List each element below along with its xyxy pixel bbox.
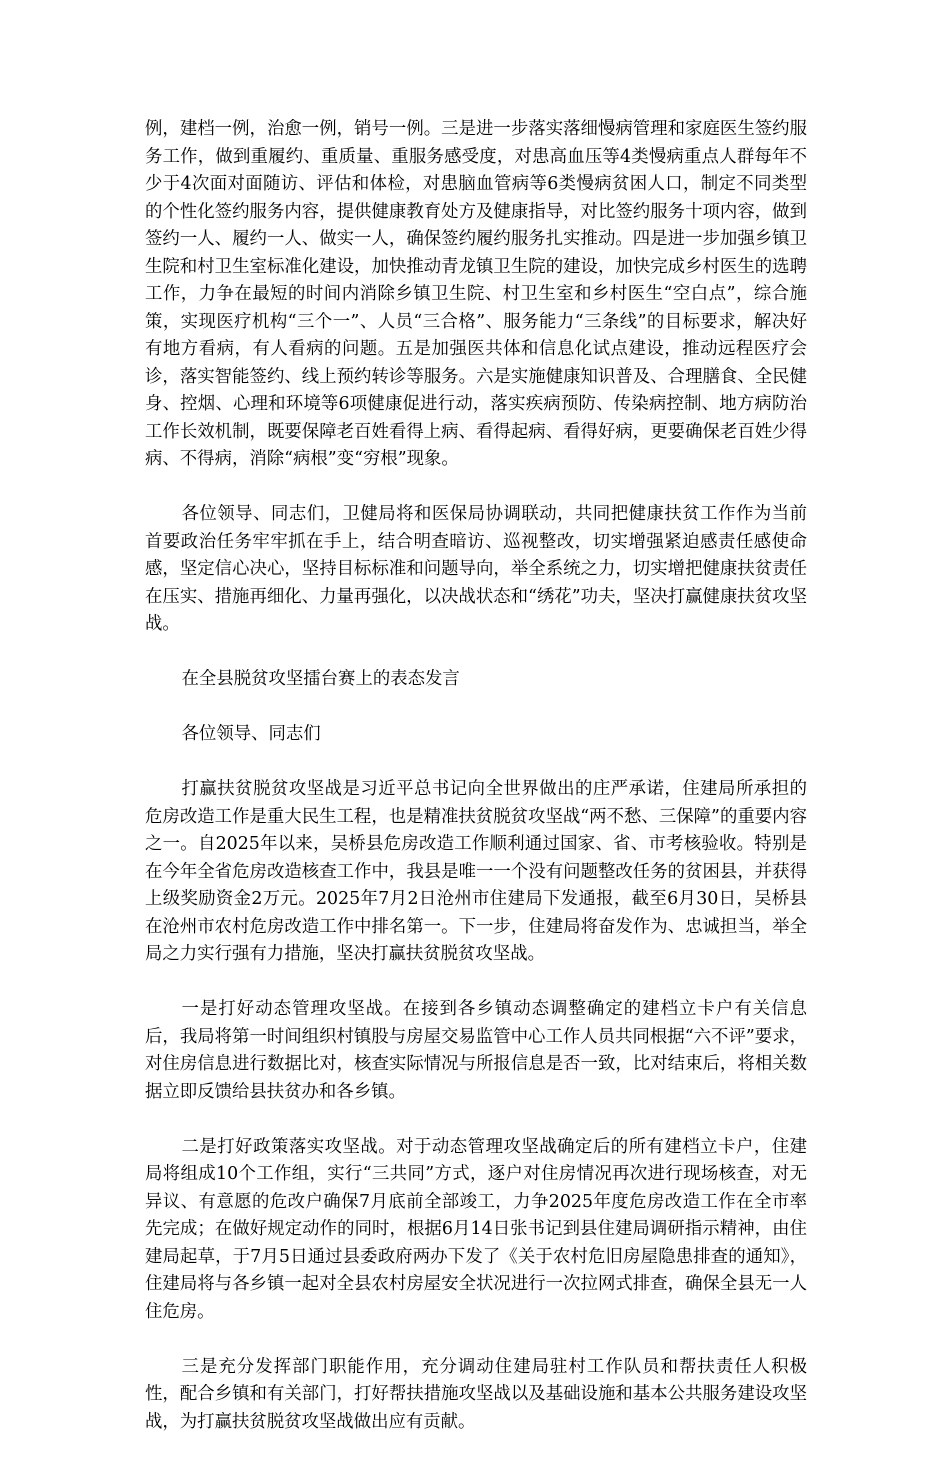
paragraph-closing-remarks: 各位领导、同志们，卫健局将和医保局协调联动，共同把健康扶贫工作作为当前首要政治任务牢牢抓在手上，结合明查暗访、巡视整改，切实增强紧迫感责任感使命感，坚定信心决心，坚持目标标准和问题导向，举全系统之力，切实增把健康扶贫责任在压实、措施再细化、力量再强化，以决战状态和“绣花”功夫，坚决打赢健康扶贫攻坚战。 [145,504,807,634]
speech-title: 在全县脱贫攻坚擂台赛上的表态发言 [181,669,460,689]
paragraph-point-one: 一是打好动态管理攻坚战。在接到各乡镇动态调整确定的建档立卡户有关信息后，我局将第一时间组织村镇股与房屋交易监管中心工作人员共同根据“六不评”要求，对住房信息进行数据比对，核查实际情况与所报信息是否一致，比对结束后，将相关数据立即反馈给县扶贫办和各乡镇。 [145,999,807,1102]
salutation: 各位领导、同志们 [181,724,321,744]
document-page [145,116,807,1464]
paragraph-continuation: 例，建档一例，治愈一例，销号一例。三是进一步落实落细慢病管理和家庭医生签约服务工作，做到重履约、重质量、重服务感受度，对患高血压等4类慢病重点人群每年不少于4次面对面随访、评估和体检，对患脑血管病等6类慢病贫困人口，制定不同类型的个性化签约服务内容，提供健康教育处方及健康指导，对比签约服务十项内容，做到签约一人、履约一人、做实一人，确保签约履约服务扎实推动。四是进一步加强乡镇卫生院和村卫生室标准化建设，加快推动青龙镇卫生院的建设，加快完成乡村医生的选聘工作，力争在最短的时间内消除乡镇卫生院、村卫生室和乡村医生“空白点”，综合施策，实现医疗机构“三个一”、人员“三合格”、服务能力“三条线”的目标要求，解决好有地方看病，有人看病的问题。五是加强医共体和信息化试点建设，推动远程医疗会诊，落实智能签约、线上预约转诊等服务。六是实施健康知识普及、合理膳食、全民健身、控烟、心理和环境等6项健康促进行动，落实疾病预防、传染病控制、地方病防治工作长效机制，既要保障老百姓看得上病、看得起病、看得好病，更要确保老百姓少得病、不得病，消除“病根”变“穷根”现象。 [145,119,807,469]
paragraph-point-three: 三是充分发挥部门职能作用，充分调动住建局驻村工作队员和帮扶责任人积极性，配合乡镇和有关部门，打好帮扶措施攻坚战以及基础设施和基本公共服务建设攻坚战，为打赢扶贫脱贫攻坚战做出应有贡献。 [145,1356,807,1432]
paragraph-intro: 打赢扶贫脱贫攻坚战是习近平总书记向全世界做出的庄严承诺，住建局所承担的危房改造工作是重大民生工程，也是精准扶贫脱贫攻坚战“两不愁、三保障”的重要内容之一。自2025年以来，吴桥县危房改造工作顺利通过国家、省、市考核验收。特别是在今年全省危房改造核查工作中，我县是唯一一个没有问题整改任务的贫困县，并获得上级奖励资金2万元。2025年7月2日沧州市住建局下发通报，截至6月30日，吴桥县在沧州市农村危房改造工作中排名第一。下一步，住建局将奋发作为、忠诚担当，举全局之力实行强有力措施，坚决打赢扶贫脱贫攻坚战。 [145,779,807,964]
paragraph-point-two: 二是打好政策落实攻坚战。对于动态管理攻坚战确定后的所有建档立卡户，住建局将组成10个工作组，实行“三共同”方式，逐户对住房情况再次进行现场核查，对无异议、有意愿的危改户确保7月底前全部竣工，力争2025年度危房改造工作在全市率先完成；在做好规定动作的同时，根据6月14日张书记到县住建局调研指示精神，由住建局起草，于7月5日通过县委政府两办下发了《关于农村危旧房屋隐患排查的通知》，住建局将与各乡镇一起对全县农村房屋安全状况进行一次拉网式排查，确保全县无一人住危房。 [145,1136,807,1322]
